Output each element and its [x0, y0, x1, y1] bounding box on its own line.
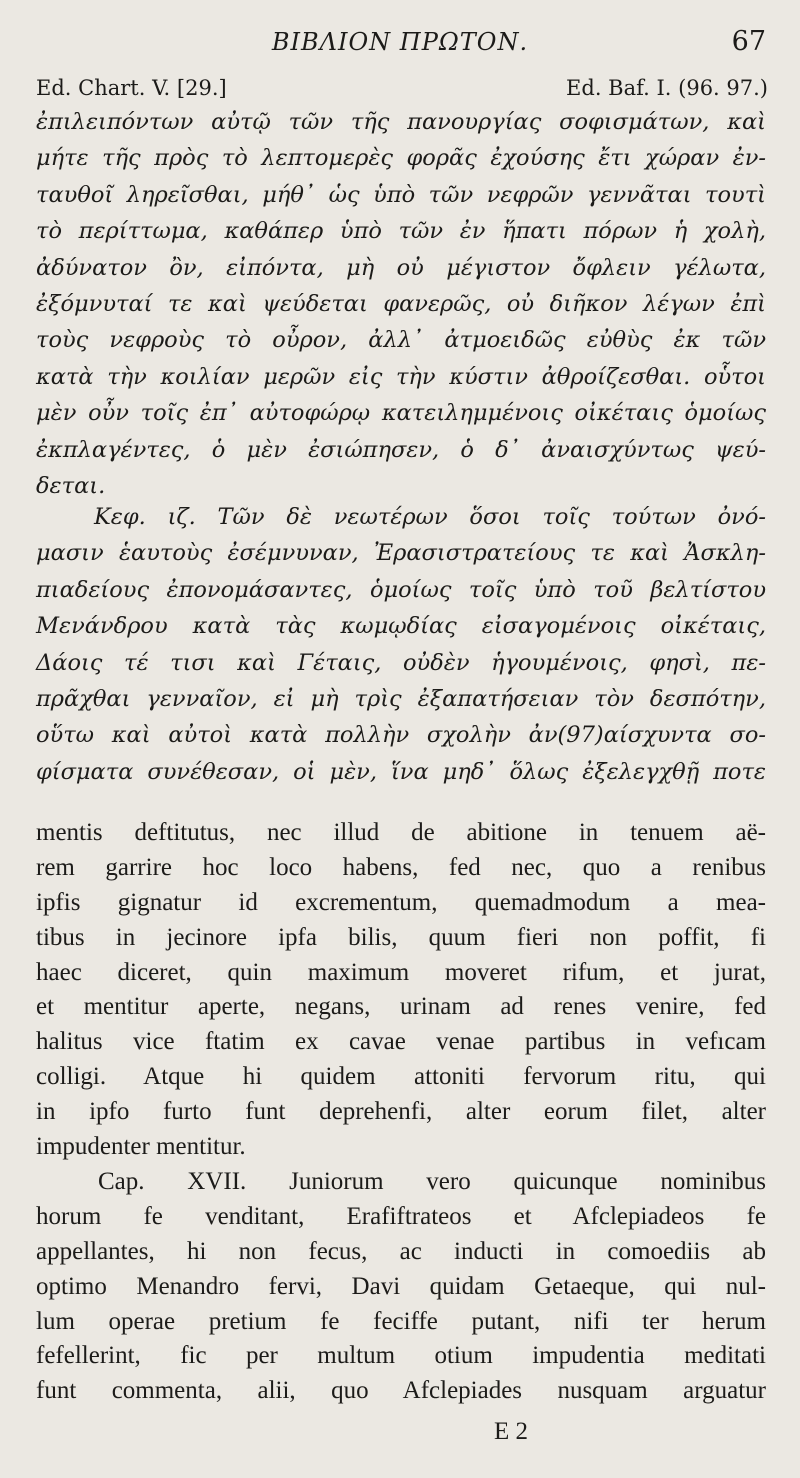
text-line: Μενάνδρου κατὰ τὰς κωμῳδίας εἰσαγομένοις οἰκέταις, — [36, 613, 766, 640]
edition-reference-left: Ed. Chart. V. [29.] — [36, 76, 227, 100]
text-line: ἐκπλαγέντες, ὁ μὲν ἐσιώπησεν, ὁ δ᾽ ἀναισχύντως ψεύ- — [36, 436, 766, 463]
text-line: φίσματα συνέθεσαν, οἱ μὲν, ἵνα μηδ᾽ ὅλως ἐξελεγχθῇ ποτε — [36, 758, 766, 785]
greek-paragraph-2 — [36, 499, 766, 790]
text-line: κατὰ τὴν κοιλίαν μερῶν εἰς τὴν κύστιν ἀθροίζεσθαι. οὗτοι — [36, 363, 766, 390]
text-line: ἀδύνατον ὂν, εἰπόντα, μὴ οὐ μέγιστον ὄφλειν γέλωτα, — [36, 254, 766, 281]
text-line: colligi. Atque hi quidem attoniti fervorum ritu, qui — [36, 1063, 766, 1091]
text-line: rem garrire hoc loco habens, fed nec, quo a renibus — [36, 853, 766, 881]
text-line: πρᾶχθαι γενναῖον, εἰ μὴ τρὶς ἐξαπατήσειαν τὸν δεσπότην, — [36, 685, 766, 712]
text-line: ἐπιλειπόντων αὐτῷ τῶν τῆς πανουργίας σοφισμάτων, καὶ — [36, 109, 766, 135]
text-line: ἐξόμνυταί τε καὶ ψεύδεται φανερῶς, οὐ διῆκον λέγων ἐπὶ — [36, 290, 766, 317]
text-line: Κεφ. ιζ. Τῶν δὲ νεωτέρων ὅσοι τοῖς τούτων ὀνό- — [94, 504, 766, 530]
text-line: tibus in jecinore ipfa bilis, quum fieri non poffit, fi — [36, 923, 766, 951]
latin-paragraph-2 — [36, 1165, 766, 1409]
signature-mark: E 2 — [494, 1418, 529, 1445]
text-line: δεται. — [36, 472, 106, 499]
text-line: appellantes, hi non fecus, ac inducti in comoediis ab — [36, 1237, 766, 1265]
page-number: 67 — [731, 26, 766, 57]
text-line: impudenter mentitur. — [36, 1133, 246, 1161]
edition-reference-right: Ed. Baf. I. (96. 97.) — [566, 76, 768, 100]
text-line: haec diceret, quin maximum moveret rifum, et jurat, — [36, 958, 766, 986]
text-line: πιαδείους ἐπονομάσαντες, ὁμοίως τοῖς ὑπὸ τοῦ βελτίστου — [36, 576, 766, 603]
text-line: fefellerint, fic per multum otium impudentia meditati — [36, 1342, 766, 1370]
text-line: οὕτω καὶ αὐτοὶ κατὰ πολλὴν σχολὴν ἀν(97)αίσχυντα σο- — [36, 722, 766, 749]
text-line: μασιν ἑαυτοὺς ἐσέμνυναν, Ἐρασιστρατείους τε καὶ Ἀσκλη- — [36, 540, 766, 567]
running-title: ΒΙΒΛΙΟΝ ΠΡΩΤΟΝ. — [271, 28, 529, 56]
text-line: Δάοις τέ τισι καὶ Γέταις, οὐδὲν ἡγουμένοις, φησὶ, πε- — [36, 649, 766, 676]
text-line: ταυθοῖ ληρεῖσθαι, μήθ᾽ ὡς ὑπὸ τῶν νεφρῶν γεννᾶται τουτὶ — [36, 181, 766, 208]
greek-paragraph-1 — [36, 104, 766, 504]
text-line: optimo Menandro fervi, Davi quidam Getaeque, qui nul- — [36, 1272, 766, 1300]
text-line: Cap. XVII. Juniorum vero quicunque nominibus — [98, 1168, 766, 1195]
text-line: halitus vice ftatim ex cavae venae partibus in vefıcam — [36, 1028, 766, 1056]
text-line: μὲν οὖν τοῖς ἐπ᾽ αὐτοφώρῳ κατειλημμένοις οἰκέταις ὁμοίως — [36, 400, 766, 427]
text-line: mentis deftitutus, nec illud de abitione in tenuem aë- — [36, 819, 766, 846]
text-line: ipfis gignatur id excrementum, quemadmodum a mea- — [36, 888, 766, 916]
text-line: lum operae pretium fe feciffe putant, nifi ter herum — [36, 1307, 766, 1335]
text-line: in ipfo furto funt deprehenfi, alter eorum filet, alter — [36, 1098, 766, 1126]
text-line: et mentitur aperte, negans, urinam ad renes venire, fed — [36, 993, 766, 1021]
latin-paragraph-1 — [36, 816, 766, 1165]
text-line: funt commenta, alii, quo Afclepiades nusquam arguatur — [36, 1377, 766, 1405]
text-line: horum fe venditant, Erafiftrateos et Afclepiadeos fe — [36, 1202, 766, 1230]
text-line: μήτε τῆς πρὸς τὸ λεπτομερὲς φορᾶς ἐχούσης ἔτι χώραν ἐν- — [36, 145, 766, 172]
text-line: τὸ περίττωμα, καθάπερ ὑπὸ τῶν ἐν ἥπατι πόρων ἡ χολὴ, — [36, 218, 766, 245]
text-line: τοὺς νεφροὺς τὸ οὖρον, ἀλλ᾽ ἀτμοειδῶς εὐθὺς ἐκ τῶν — [36, 327, 766, 354]
